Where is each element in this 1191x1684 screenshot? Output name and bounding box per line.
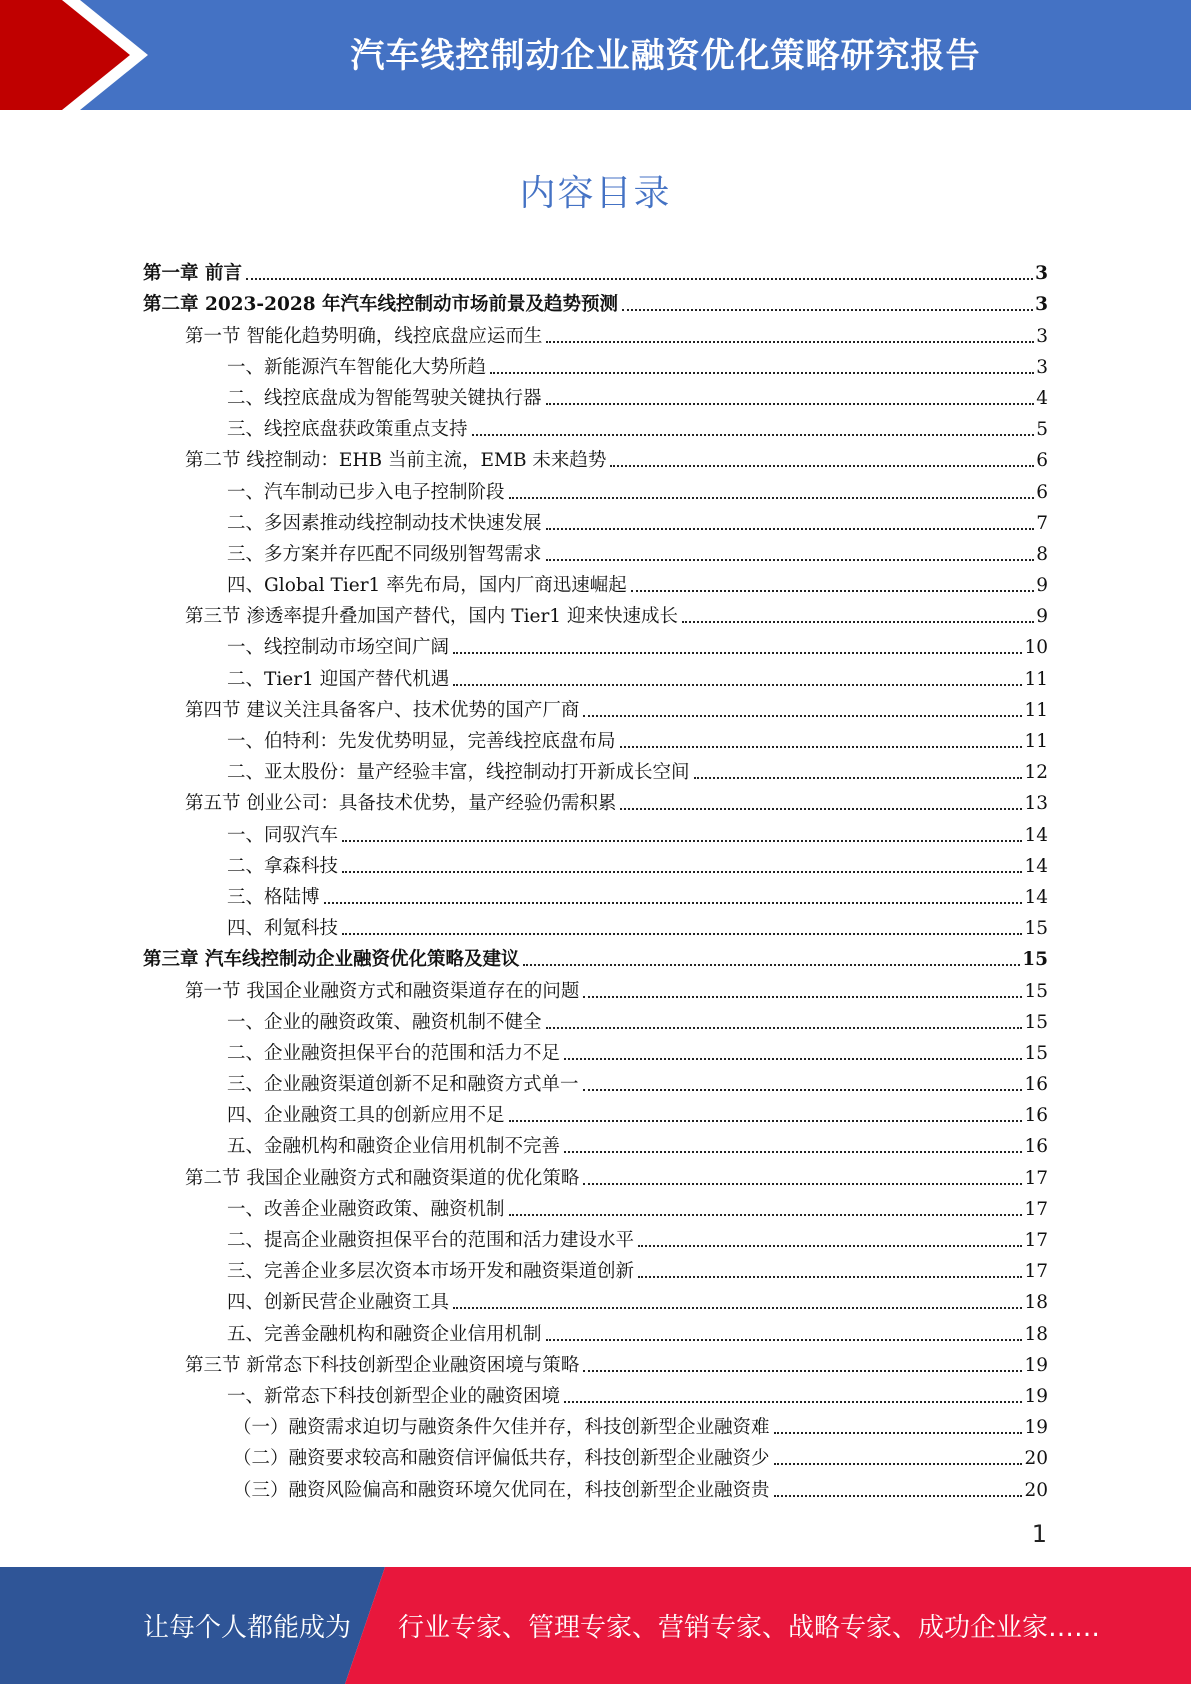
toc-entry[interactable]	[143, 1470, 1048, 1501]
toc-entry-label: 一、改善企业融资政策、融资机制	[227, 1198, 505, 1220]
toc-leader-dots	[246, 278, 1033, 280]
toc-entry[interactable]	[143, 285, 1048, 316]
toc-entry-page: 11	[1024, 731, 1048, 752]
toc-entry-label: 第五节 创业公司：具备技术优势，量产经验仍需积累	[185, 793, 617, 815]
toc-entry-label: 二、拿森科技	[227, 855, 339, 877]
toc-entry-label: 第二章 2023-2028 年汽车线控制动市场前景及趋势预测	[143, 294, 619, 316]
toc-entry-label: （二）融资要求较高和融资信评偏低共存，科技创新型企业融资少	[233, 1448, 770, 1470]
toc-leader-dots	[546, 403, 1035, 405]
toc-entry[interactable]	[143, 691, 1048, 722]
toc-entry[interactable]	[143, 753, 1048, 784]
toc-leader-dots	[472, 434, 1035, 436]
toc-entry-label: 二、Tier1 迎国产替代机遇	[227, 668, 450, 690]
toc-entry-page: 3	[1036, 325, 1048, 347]
toc-entry-label: 五、完善金融机构和融资企业信用机制	[227, 1323, 542, 1345]
toc-entry[interactable]	[143, 628, 1048, 659]
toc-leader-dots	[583, 1370, 1022, 1372]
toc-entry-page: 20	[1024, 1479, 1048, 1501]
toc-entry[interactable]	[143, 1408, 1048, 1439]
toc-entry[interactable]	[143, 1221, 1048, 1252]
toc-entry-page: 17	[1024, 1167, 1048, 1189]
toc-leader-dots	[324, 902, 1023, 904]
toc-entry-label: 一、新能源汽车智能化大势所趋	[227, 356, 487, 378]
toc-entry-page: 19	[1024, 1417, 1048, 1439]
toc-entry-label: 第一节 智能化趋势明确，线控底盘应运而生	[185, 325, 543, 347]
toc-entry-page: 11	[1024, 699, 1048, 721]
toc-entry-page: 15	[1024, 1011, 1048, 1033]
toc-entry-page: 11	[1024, 668, 1048, 690]
toc-entry-page: 10	[1024, 637, 1048, 659]
toc-entry-page: 16	[1024, 1136, 1048, 1158]
toc-leader-dots	[631, 590, 1035, 592]
toc-leader-dots	[342, 933, 1022, 935]
toc-entry[interactable]	[143, 1346, 1048, 1377]
toc-entry-label: 第三章 汽车线控制动企业融资优化策略及建议	[143, 949, 520, 971]
toc-entry-label: （三）融资风险偏高和融资环境欠优同在，科技创新型企业融资贵	[233, 1479, 770, 1501]
toc-entry-label: 三、格陆博	[227, 886, 320, 908]
toc-entry[interactable]	[143, 410, 1048, 441]
toc-leader-dots	[342, 840, 1022, 842]
toc-entry-page: 13	[1024, 793, 1048, 815]
toc-entry-page: 6	[1036, 481, 1048, 503]
toc-entry-page: 19	[1024, 1385, 1048, 1407]
toc-entry[interactable]	[143, 472, 1048, 503]
toc-entry-label: 一、同驭汽车	[227, 824, 339, 846]
toc-entry-label: 第四节 建议关注具备客户、技术优势的国产厂商	[185, 699, 580, 721]
toc-entry[interactable]	[143, 1034, 1048, 1065]
toc-entry[interactable]	[143, 566, 1048, 597]
toc-entry-label: 一、新常态下科技创新型企业的融资困境	[227, 1385, 561, 1407]
toc-leader-dots	[694, 777, 1023, 779]
toc-leader-dots	[523, 964, 1020, 966]
toc-leader-dots	[509, 1214, 1023, 1216]
table-of-contents	[143, 254, 1048, 1502]
toc-leader-dots	[583, 996, 1022, 998]
toc-leader-dots	[583, 1089, 1023, 1091]
toc-entry-page: 16	[1024, 1105, 1048, 1127]
footer-slogan-left: 让每个人都能成为	[143, 1613, 352, 1643]
toc-entry-label: 第一节 我国企业融资方式和融资渠道存在的问题	[185, 980, 580, 1002]
toc-entry-label: 一、伯特利：先发优势明显，完善线控底盘布局	[227, 731, 616, 752]
toc-leader-dots	[546, 528, 1035, 530]
toc-leader-dots	[546, 559, 1035, 561]
toc-entry-label: 第二节 线控制动：EHB 当前主流，EMB 未来趋势	[185, 450, 607, 472]
toc-entry[interactable]	[143, 1127, 1048, 1158]
toc-entry[interactable]	[143, 1158, 1048, 1189]
toc-heading: 内容目录	[519, 173, 672, 214]
toc-entry[interactable]	[143, 1283, 1048, 1314]
toc-entry-label: 三、企业融资渠道创新不足和融资方式单一	[227, 1074, 579, 1096]
toc-leader-dots	[453, 684, 1022, 686]
toc-leader-dots	[342, 871, 1022, 873]
toc-entry-label: 四、企业融资工具的创新应用不足	[227, 1105, 505, 1127]
toc-entry[interactable]	[143, 971, 1048, 1002]
toc-leader-dots	[774, 1432, 1023, 1434]
toc-entry[interactable]	[143, 1377, 1048, 1408]
toc-leader-dots	[564, 1058, 1022, 1060]
toc-entry-label: 二、亚太股份：量产经验丰富，线控制动打开新成长空间	[227, 762, 690, 784]
toc-entry-page: 14	[1024, 824, 1048, 846]
page-footer	[0, 1567, 1191, 1684]
toc-leader-dots	[610, 465, 1034, 467]
toc-entry-label: 四、创新民营企业融资工具	[227, 1292, 450, 1314]
toc-entry-page: 5	[1036, 419, 1048, 441]
toc-entry-label: 五、金融机构和融资企业信用机制不完善	[227, 1136, 561, 1158]
toc-entry-page: 7	[1036, 512, 1048, 534]
toc-entry-label: 一、汽车制动已步入电子控制阶段	[227, 481, 505, 503]
toc-entry-page: 15	[1022, 949, 1048, 971]
toc-entry-page: 18	[1024, 1323, 1048, 1345]
toc-entry-label: 二、多因素推动线控制动技术快速发展	[227, 512, 542, 534]
toc-leader-dots	[638, 1245, 1022, 1247]
toc-leader-dots	[583, 715, 1022, 717]
toc-entry-page: 4	[1036, 387, 1048, 409]
toc-entry-page: 17	[1024, 1261, 1048, 1283]
toc-entry-label: 一、企业的融资政策、融资机制不健全	[227, 1011, 542, 1033]
toc-entry-page: 15	[1024, 980, 1048, 1002]
toc-entry-label: 三、线控底盘获政策重点支持	[227, 419, 468, 441]
toc-entry[interactable]	[143, 940, 1048, 971]
toc-entry-page: 3	[1035, 263, 1048, 285]
toc-entry[interactable]	[143, 316, 1048, 347]
toc-leader-dots	[638, 1276, 1022, 1278]
toc-entry[interactable]	[143, 441, 1048, 472]
toc-leader-dots	[490, 372, 1034, 374]
toc-leader-dots	[453, 1307, 1022, 1309]
toc-entry[interactable]	[143, 847, 1048, 878]
toc-entry[interactable]	[143, 784, 1048, 815]
toc-entry-label: 二、提高企业融资担保平台的范围和活力建设水平	[227, 1230, 635, 1251]
toc-leader-dots	[546, 1339, 1023, 1341]
toc-entry-page: 12	[1024, 762, 1048, 784]
toc-leader-dots	[453, 652, 1022, 654]
toc-entry-label: 第二节 我国企业融资方式和融资渠道的优化策略	[185, 1167, 580, 1189]
toc-entry-label: 二、线控底盘成为智能驾驶关键执行器	[227, 387, 542, 409]
toc-leader-dots	[546, 1027, 1023, 1029]
toc-leader-dots	[564, 1151, 1022, 1153]
toc-entry-label: 第三节 新常态下科技创新型企业融资困境与策略	[185, 1354, 580, 1376]
toc-leader-dots	[583, 1183, 1022, 1185]
toc-entry[interactable]	[143, 1096, 1048, 1127]
toc-leader-dots	[509, 497, 1035, 499]
toc-entry[interactable]	[143, 1065, 1048, 1096]
toc-leader-dots	[620, 808, 1022, 810]
toc-leader-dots	[546, 341, 1034, 343]
toc-entry[interactable]	[143, 504, 1048, 535]
toc-entry-page: 9	[1036, 606, 1048, 628]
toc-entry[interactable]	[143, 379, 1048, 410]
toc-entry-label: 第一章 前言	[143, 263, 242, 285]
toc-leader-dots	[774, 1495, 1023, 1497]
toc-entry-page: 14	[1024, 886, 1048, 908]
toc-entry[interactable]	[143, 1439, 1048, 1470]
toc-entry[interactable]	[143, 1252, 1048, 1283]
toc-entry-page: 9	[1036, 575, 1048, 597]
toc-entry[interactable]	[143, 659, 1048, 690]
toc-leader-dots	[509, 1120, 1023, 1122]
toc-entry-label: 三、多方案并存匹配不同级别智驾需求	[227, 543, 542, 565]
toc-entry-label: 第三节 渗透率提升叠加国产替代，国内 Tier1 迎来快速成长	[185, 606, 678, 628]
toc-entry-page: 17	[1024, 1198, 1048, 1220]
toc-entry-page: 16	[1024, 1074, 1048, 1096]
toc-leader-dots	[620, 746, 1023, 748]
toc-entry-page: 20	[1024, 1448, 1048, 1470]
toc-leader-dots	[682, 621, 1034, 623]
toc-entry-page: 14	[1024, 855, 1048, 877]
toc-leader-dots	[564, 1401, 1022, 1403]
toc-entry[interactable]	[143, 878, 1048, 909]
footer-slogan-right: 行业专家、管理专家、营销专家、战略专家、成功企业家……	[398, 1613, 1101, 1643]
toc-entry-label: （一）融资需求迫切与融资条件欠佳并存，科技创新型企业融资难	[233, 1417, 770, 1439]
toc-entry-page: 18	[1024, 1292, 1048, 1314]
toc-entry-page: 19	[1024, 1354, 1048, 1376]
toc-entry[interactable]	[143, 1003, 1048, 1034]
toc-entry[interactable]	[143, 254, 1048, 285]
toc-entry-page: 15	[1024, 918, 1048, 940]
toc-entry-page: 8	[1036, 543, 1048, 565]
toc-leader-dots	[622, 309, 1033, 311]
toc-entry-label: 四、Global Tier1 率先布局，国内厂商迅速崛起	[227, 575, 627, 597]
toc-entry-page: 15	[1024, 1042, 1048, 1064]
toc-entry[interactable]	[143, 1190, 1048, 1221]
toc-entry-page: 6	[1036, 450, 1048, 472]
toc-entry-page: 3	[1035, 294, 1048, 316]
document-title: 汽车线控制动企业融资优化策略研究报告	[350, 36, 981, 76]
toc-entry[interactable]	[143, 535, 1048, 566]
page-number: 1	[1031, 1520, 1047, 1548]
toc-entry-label: 一、线控制动市场空间广阔	[227, 637, 450, 659]
toc-entry-label: 二、企业融资担保平台的范围和活力不足	[227, 1042, 561, 1064]
toc-entry-label: 三、完善企业多层次资本市场开发和融资渠道创新	[227, 1261, 635, 1283]
page-header	[0, 0, 1191, 110]
toc-entry[interactable]	[143, 722, 1048, 753]
toc-entry[interactable]	[143, 348, 1048, 379]
toc-entry-page: 3	[1036, 356, 1048, 378]
toc-entry[interactable]	[143, 597, 1048, 628]
toc-entry[interactable]	[143, 1314, 1048, 1345]
toc-leader-dots	[774, 1463, 1023, 1465]
toc-entry-label: 四、利氪科技	[227, 918, 339, 940]
toc-entry-page: 17	[1024, 1230, 1048, 1251]
toc-entry[interactable]	[143, 815, 1048, 846]
toc-entry[interactable]	[143, 909, 1048, 940]
